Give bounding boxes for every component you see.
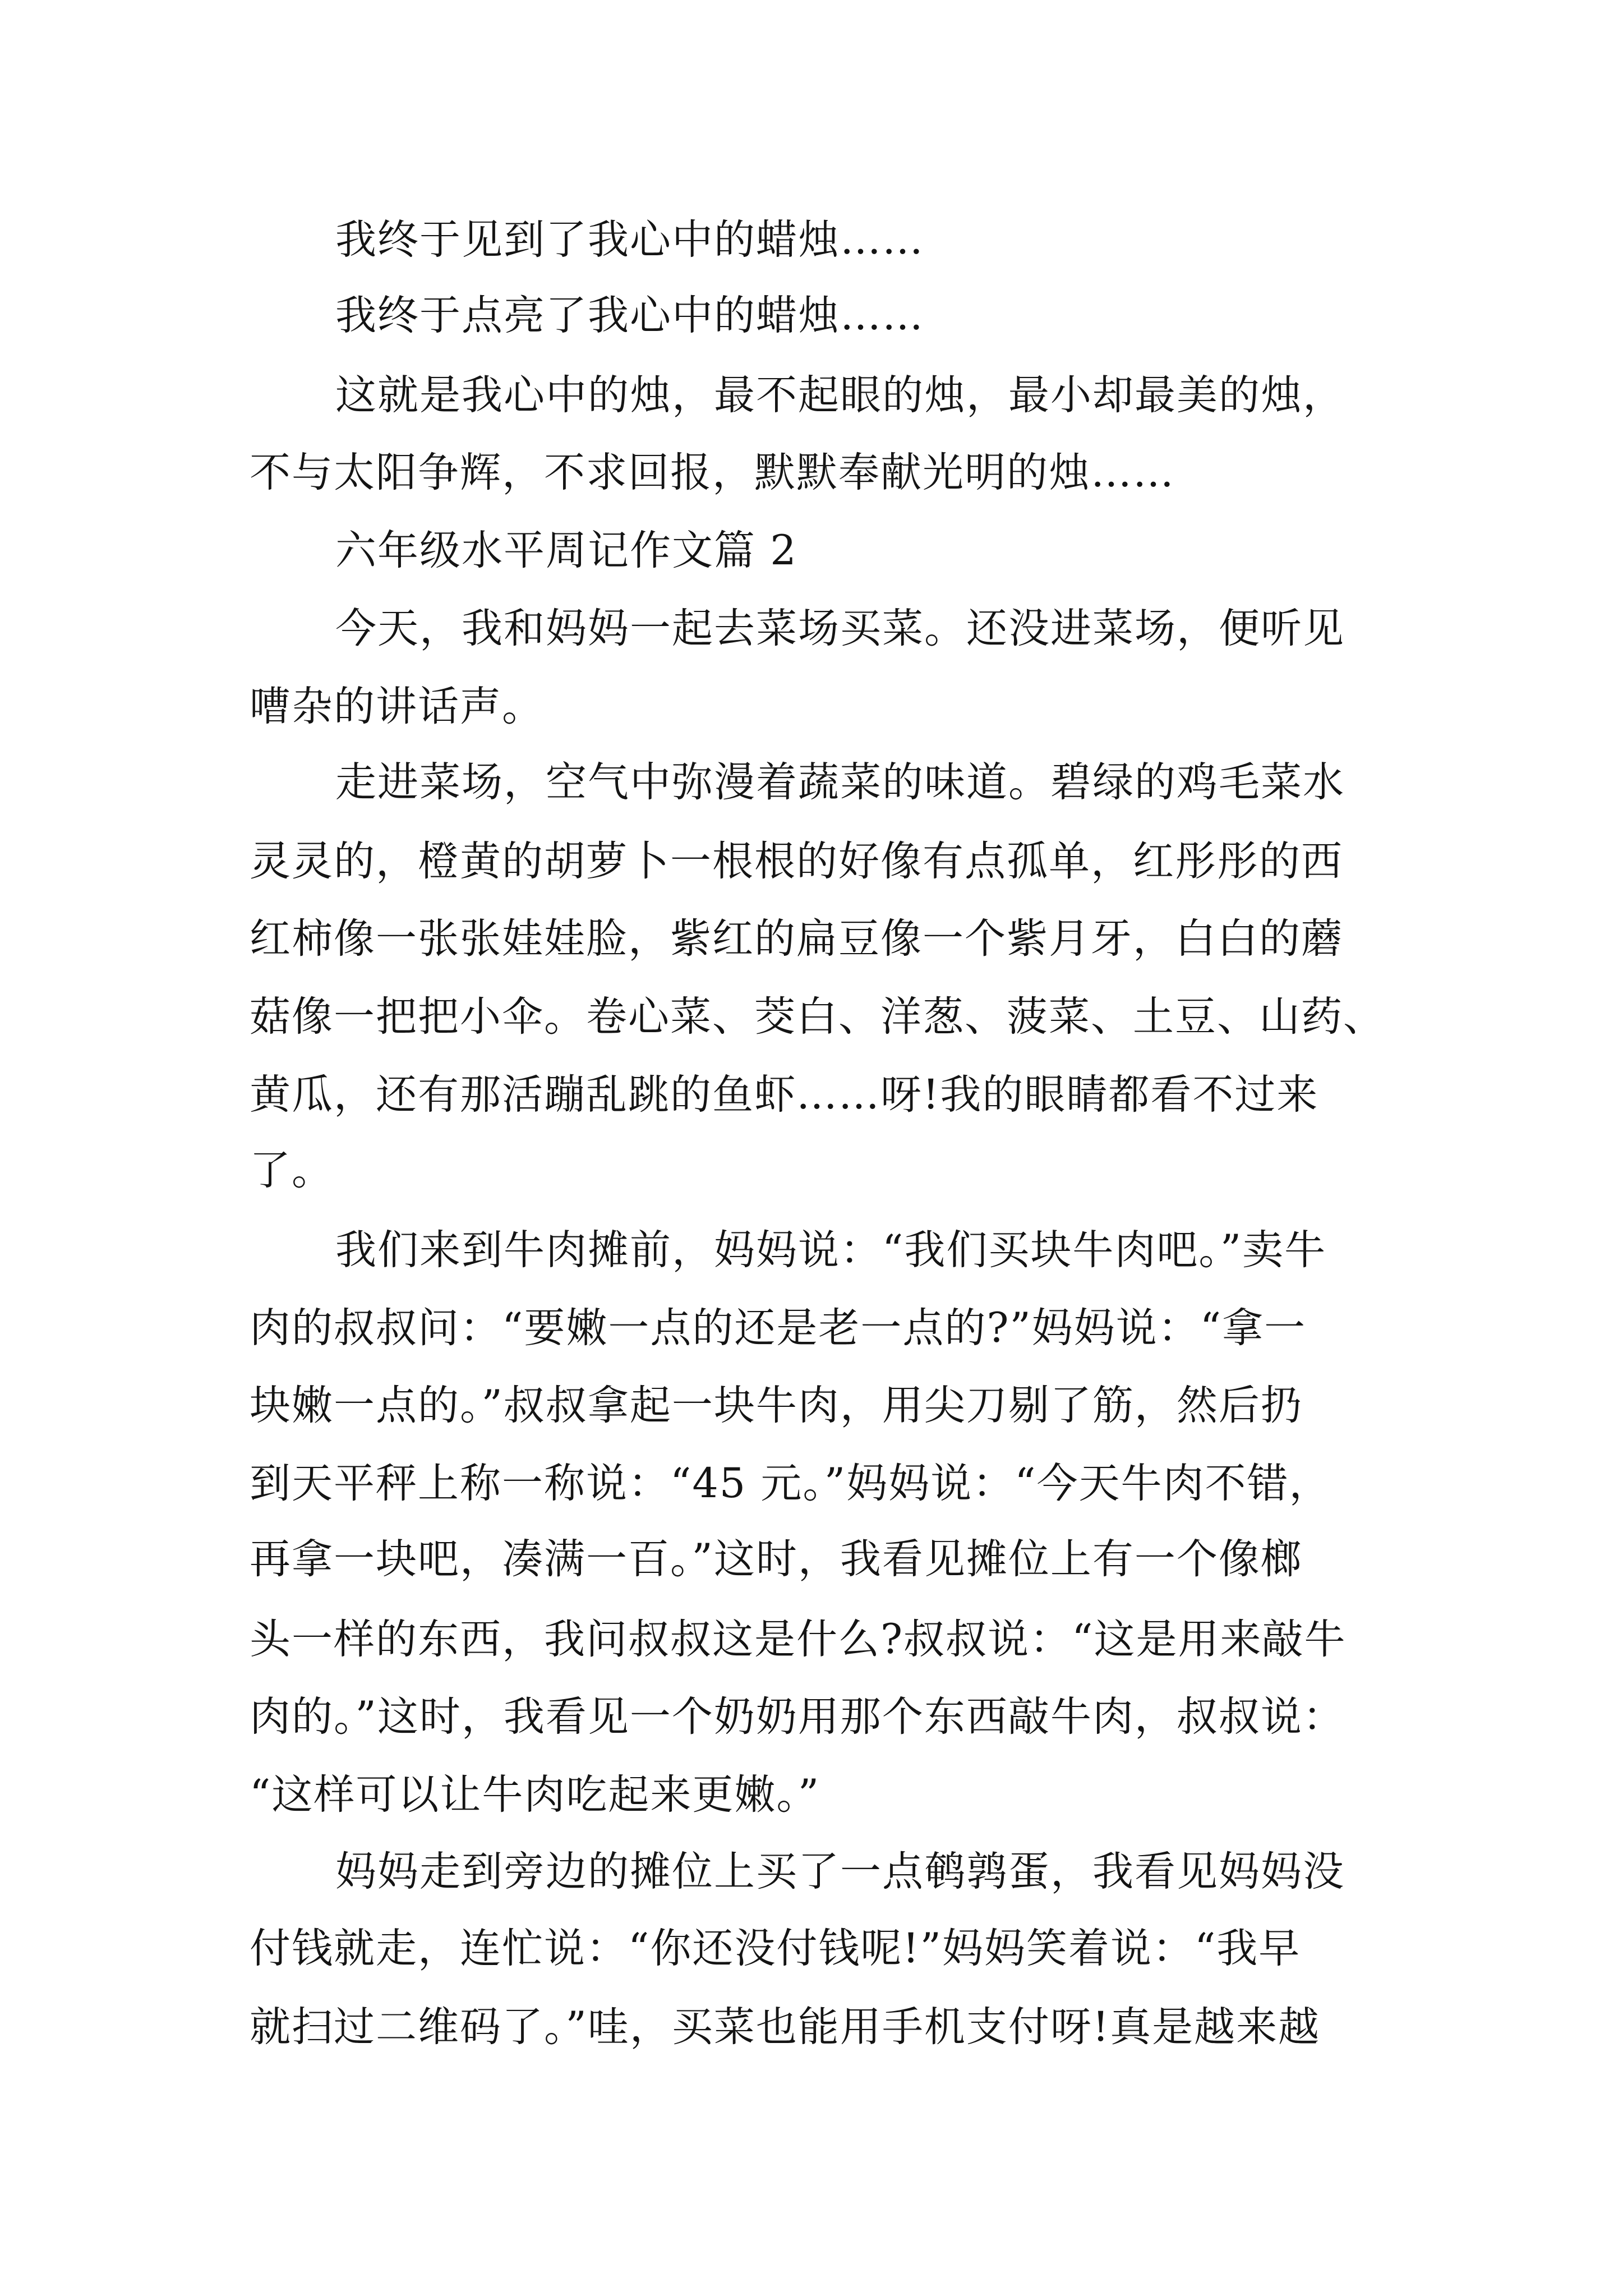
text-line: 我们来到牛肉摊前，妈妈说：“我们买块牛肉吧。”卖牛 (335, 1226, 1327, 1274)
text-line: 这就是我心中的烛，最不起眼的烛，最小却最美的烛， (335, 371, 1345, 419)
text-line: 就扫过二维码了。”哇，买菜也能用手机支付呀!真是越来越 (250, 2003, 1321, 2051)
text-line: 到天平秤上称一称说：“45 元。”妈妈说：“今天牛肉不错， (250, 1460, 1331, 1507)
text-line: 付钱就走，连忙说：“你还没付钱呢!”妈妈笑着说：“我早 (250, 1925, 1301, 1972)
text-line: 菇像一把把小伞。卷心菜、茭白、洋葱、菠菜、土豆、山药、 (250, 993, 1385, 1041)
text-line: 头一样的东西，我问叔叔这是什么?叔叔说：“这是用来敲牛 (250, 1616, 1347, 1663)
text-line: 肉的。”这时，我看见一个奶奶用那个东西敲牛肉，叔叔说： (250, 1693, 1345, 1741)
text-line: 走进菜场，空气中弥漫着蔬菜的味道。碧绿的鸡毛菜水 (335, 758, 1345, 806)
text-line: 不与太阳争辉，不求回报，默默奉献光明的烛…… (250, 449, 1175, 496)
text-line: “这样可以让牛肉吃起来更嫩。” (250, 1771, 820, 1819)
text-line: 块嫩一点的。”叔叔拿起一块牛肉，用尖刀剔了筋，然后扔 (250, 1382, 1303, 1429)
text-line: 我终于点亮了我心中的蜡烛…… (335, 292, 924, 339)
text-line: 嘈杂的讲话声。 (250, 683, 544, 730)
text-line: 了。 (250, 1147, 334, 1194)
text-line: 今天，我和妈妈一起去菜场买菜。还没进菜场，便听见 (335, 605, 1345, 652)
section-heading: 六年级水平周记作文篇 2 (335, 527, 797, 574)
text-line: 妈妈走到旁边的摊位上买了一点鹌鹑蛋，我看见妈妈没 (335, 1848, 1345, 1895)
text-line: 我终于见到了我心中的蜡烛…… (335, 216, 924, 264)
text-line: 红柿像一张张娃娃脸，紫红的扁豆像一个紫月牙，白白的蘑 (250, 915, 1343, 963)
text-line: 再拿一块吧，凑满一百。”这时，我看见摊位上有一个像榔 (250, 1535, 1303, 1583)
text-line: 黄瓜，还有那活蹦乱跳的鱼虾……呀!我的眼睛都看不过来 (250, 1071, 1319, 1119)
text-line: 肉的叔叔问：“要嫩一点的还是老一点的?”妈妈说：“拿一 (250, 1304, 1307, 1352)
text-line: 灵灵的，橙黄的胡萝卜一根根的好像有点孤单，红彤彤的西 (250, 838, 1343, 885)
